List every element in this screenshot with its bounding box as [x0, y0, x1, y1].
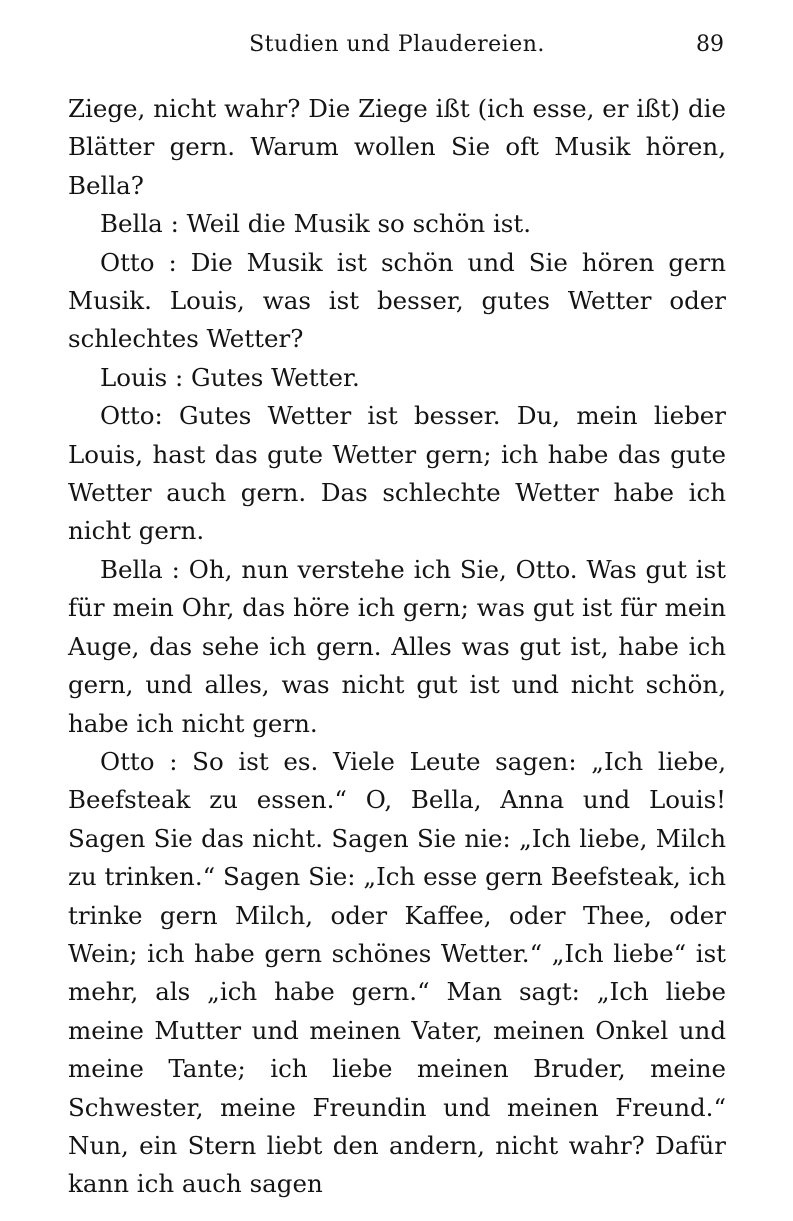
- page-header: [68, 28, 726, 68]
- speaker-label: Bella :: [100, 554, 180, 584]
- paragraph: [68, 359, 726, 397]
- paragraph: [68, 90, 726, 205]
- paragraph-text: Gutes Wetter ist besser. Du, mein lieber Louis, hast das gute Wetter gern; ich habe das gute Wetter auch gern. Das schlechte Wetter habe ich nicht gern.: [68, 401, 726, 546]
- speaker-label: Otto :: [100, 746, 178, 776]
- speaker-label: Otto:: [100, 401, 163, 431]
- speaker-label: Otto :: [100, 247, 177, 277]
- speaker-label: Louis :: [100, 362, 184, 392]
- paragraph: [68, 397, 726, 551]
- page-body: [68, 90, 726, 1204]
- paragraph-text: Oh, nun verstehe ich Sie, Otto. Was gut ist für mein Ohr, das höre ich gern; was gut ist für mein Auge, das sehe ich gern. Alles was gut ist, habe ich gern, und alles, was nicht gut ist und nicht schön, habe ich nicht gern.: [68, 554, 727, 738]
- paragraph-text: Weil die Musik so schön ist.: [178, 209, 532, 239]
- paragraph: [68, 205, 726, 243]
- speaker-label: Bella :: [100, 209, 179, 239]
- paragraph: [68, 743, 726, 1204]
- running-title: Studien und Plaudereien.: [249, 32, 545, 57]
- paragraph-text: Die Musik ist schön und Sie hören gern Musik. Louis, was ist besser, gutes Wetter oder schlechtes Wetter?: [68, 247, 726, 354]
- paragraph-text: Ziege, nicht wahr? Die Ziege ißt (ich esse, er ißt) die Blätter gern. Warum wollen Sie oft Musik hören, Bella?: [68, 94, 726, 200]
- paragraph: [68, 244, 726, 359]
- paragraph-text: So ist es. Viele Leute sagen: „Ich liebe, Beefsteak zu essen.“ O, Bella, Anna und Louis! Sagen Sie das nicht. Sagen Sie nie: „Ich liebe, Milch zu trinken.“ Sagen Sie: „Ich esse gern Beefsteak, ich trinke gern Milch, oder Kaffee, oder Thee, oder Wein; ich habe gern schönes Wetter.“ „Ich liebe“ ist mehr, als „ich habe gern.“ Man sagt: „Ich liebe meine Mutter und meinen Vater, meinen Onkel und meine Tante; ich liebe meinen Bruder, meine Schwester, meine Freundin und meinen Freund.“ Nun, ein Stern liebt den andern, nicht wahr? Dafür kann ich auch sagen: [68, 746, 726, 1199]
- book-page: [68, 28, 726, 1204]
- paragraph: [68, 551, 726, 743]
- paragraph-text: Gutes Wetter.: [183, 362, 360, 392]
- page-number: 89: [696, 32, 724, 57]
